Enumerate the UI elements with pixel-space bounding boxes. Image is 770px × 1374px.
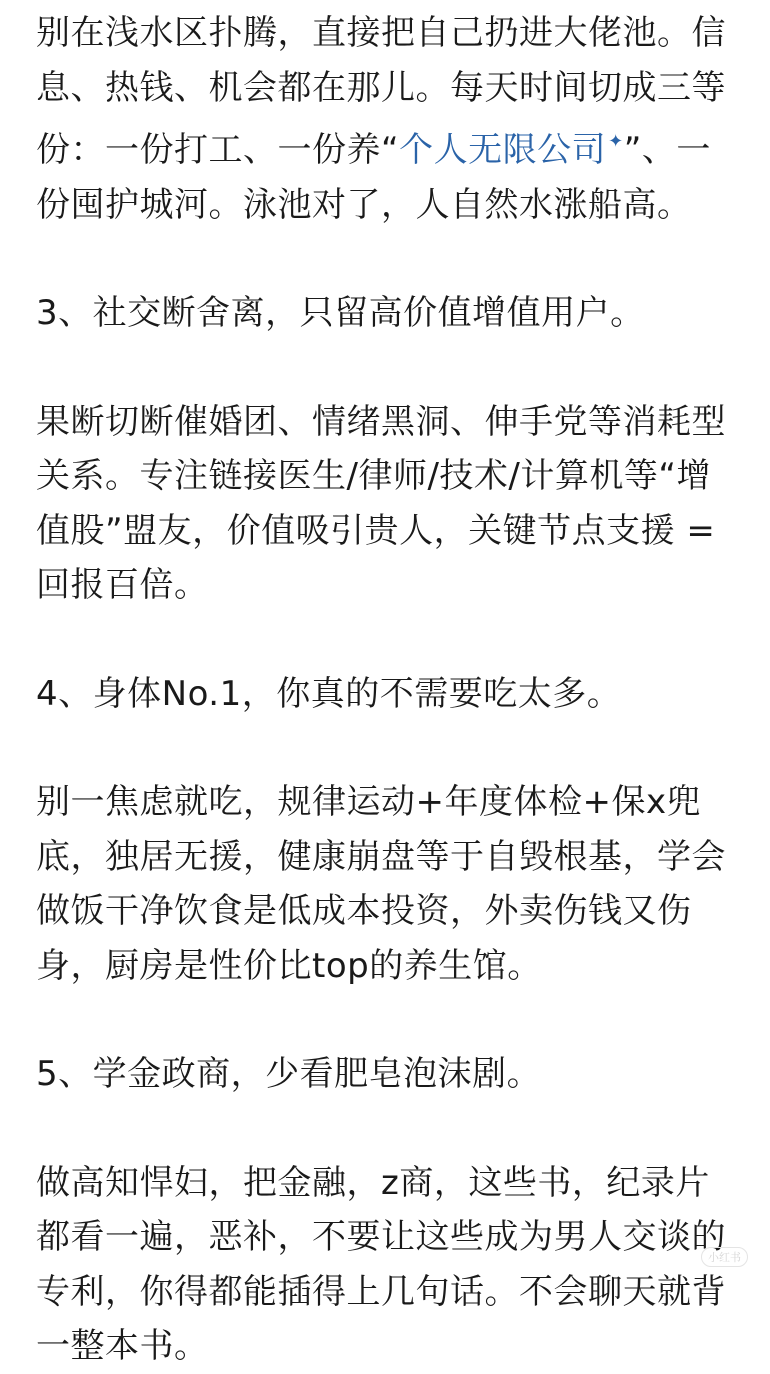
paragraph-pool-text-b: ”、一份囤护城河。泳池对了，人自然水涨船高。 bbox=[36, 130, 711, 225]
paragraph-learning: 做高知悍妇，把金融，z商，这些书，纪录片都看一遍，恶补，不要让这些成为男人交谈的专利，你得都能插得上几句话。不会聊天就背一整本书。 bbox=[36, 1162, 726, 1366]
section-heading-5: 5、学金政商，少看肥皂泡沫剧。 bbox=[36, 1054, 542, 1094]
paragraph-pool-text-a: 别在浅水区扑腾，直接把自己扔进大佬池。信息、热钱、机会都在那儿。每天时间切成三等份：一份打工、一份养“ bbox=[36, 13, 726, 170]
sparkle-icon: ✦ bbox=[608, 131, 624, 152]
watermark-logo: 小红书 bbox=[701, 1247, 748, 1267]
paragraph-social: 果断切断催婚团、情绪黑洞、伸手党等消耗型关系。专注链接医生/律师/技术/计算机等“增值股”盟友，价值吸引贵人，关键节点支援 = 回报百倍。 bbox=[36, 401, 726, 605]
paragraph-health: 别一焦虑就吃，规律运动+年度体检+保x兜底，独居无援，健康崩盘等于自毁根基，学会做饭干净饮食是低成本投资，外卖伤钱又伤身，厨房是性价比top的养生馆。 bbox=[36, 782, 726, 986]
paragraph-pool bbox=[36, 6, 736, 232]
article-content bbox=[36, 6, 736, 1374]
personal-unlimited-company-link[interactable]: 个人无限公司 bbox=[399, 130, 607, 170]
section-heading-3: 3、社交断舍离，只留高价值增值用户。 bbox=[36, 293, 645, 333]
section-heading-4: 4、身体No.1，你真的不需要吃太多。 bbox=[36, 673, 622, 714]
